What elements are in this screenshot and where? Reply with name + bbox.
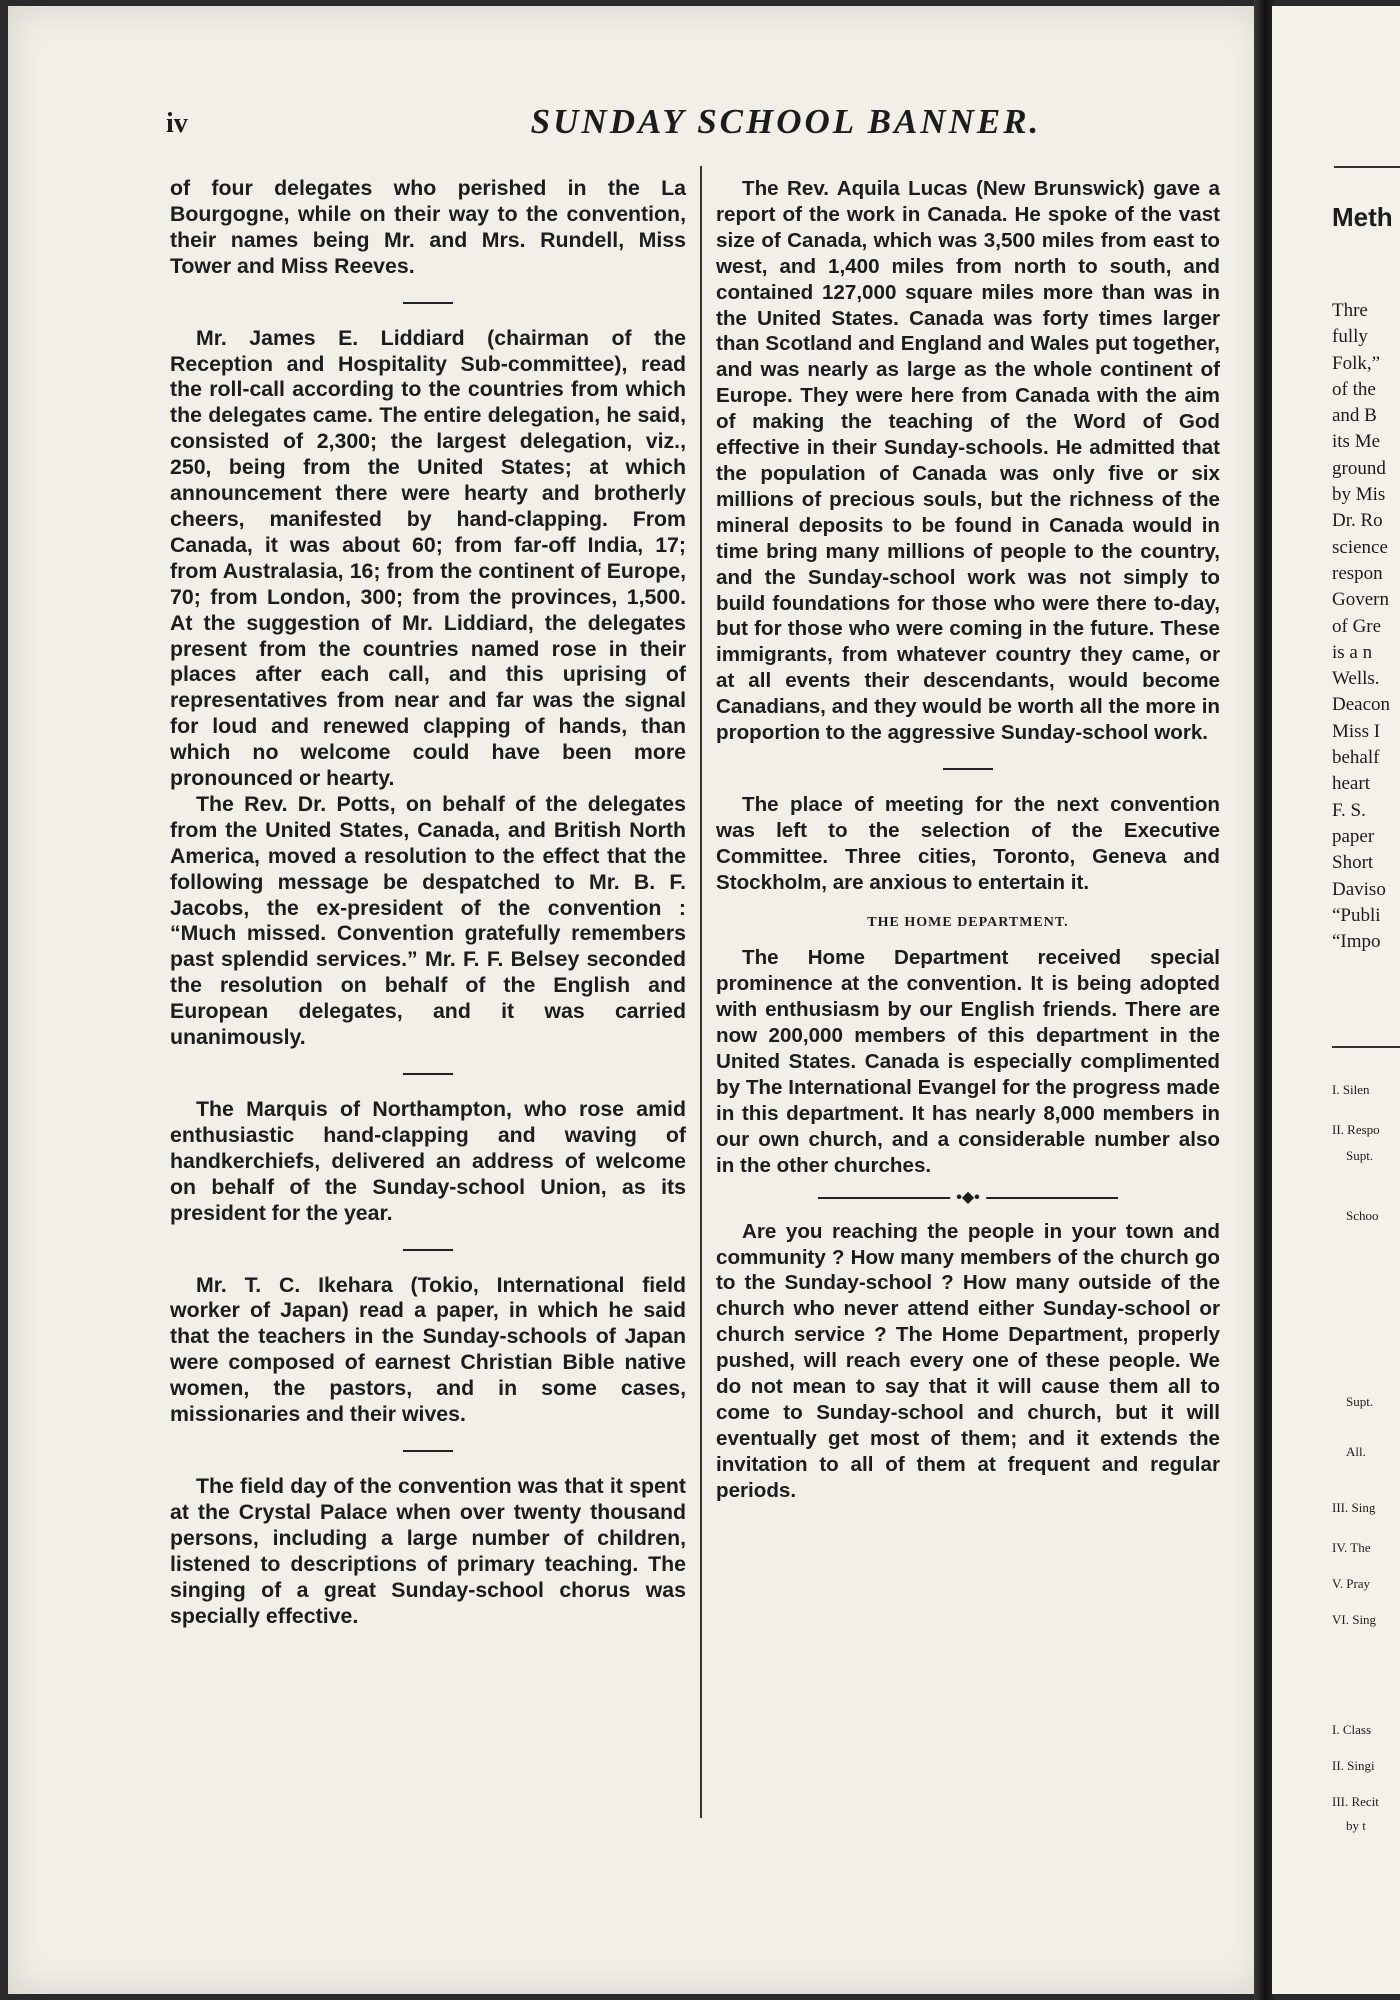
paragraph: Mr. T. C. Ikehara (Tokio, International field worker of Japan) read a paper, in which he said that the teachers in the Sunday-schools of Japan were composed of earnest Christian Bible native women, the pastors, and in some cases, missionaries and their wives. xyxy=(170,1272,686,1427)
adjacent-page-line: fully xyxy=(1332,326,1368,348)
separator-rule xyxy=(403,1249,453,1251)
adjacent-page-line: Folk,” xyxy=(1332,352,1381,374)
adjacent-page-line: Miss I xyxy=(1332,720,1381,742)
adjacent-page-line: paper xyxy=(1332,825,1375,847)
paragraph: The Rev. Aquila Lucas (New Brunswick) gave a report of the work in Canada. He spoke of the vast size of Canada, which was 3,500 miles from east to west, and 1,400 miles from north to south, and contained 127,000 square miles more than was in the United States. Canada was forty times larger than Scotland and England and Wales put together, and was nearly as large as the whole continent of Europe. They were here from Canada with the aim of making the teaching of the Word of God effective in their Sunday-schools. He admitted that the population of Canada was only five or six millions of precious souls, but the richness of the mineral deposits to be found in Canada would in time bring many millions of people to the country, and the Sunday-school work was not simply to build foundations for those who were there to-day, but for those who were coming in the future. These immigrants, from whatever country they came, or at all events their descendants, would become Canadians, and they would be worth all the more in proportion to the aggressive Sunday-school work. xyxy=(716,177,1220,745)
adjacent-page-line: Thre xyxy=(1332,300,1368,321)
adjacent-page-list-item: III. Recit xyxy=(1332,1794,1379,1809)
adjacent-page xyxy=(1272,6,1400,1994)
adjacent-page-list-item: Supt. xyxy=(1346,1148,1374,1163)
adjacent-page-rule xyxy=(1332,1046,1400,1048)
adjacent-page-line: Wells. xyxy=(1332,668,1380,690)
adjacent-page-list-item: I. Class xyxy=(1332,1722,1371,1737)
adjacent-page-line: Daviso xyxy=(1332,878,1386,900)
left-column xyxy=(170,176,686,1629)
paragraph: of four delegates who perished in the La Bourgogne, while on their way to the convention, their names being Mr. and Mrs. Rundell, Miss Tower and Miss Reeves. xyxy=(170,176,686,278)
adjacent-page-list-item: Schoo xyxy=(1346,1208,1379,1223)
ornament-dot-icon: •◆• xyxy=(950,1189,986,1207)
adjacent-page-list-item: IV. The xyxy=(1332,1540,1371,1555)
adjacent-page-list-item: II. Singi xyxy=(1332,1758,1375,1773)
right-column xyxy=(716,176,1220,1504)
paragraph: The Home Department received special prominence at the convention. It is being adopted with enthusiasm by our English friends. There are now 200,000 members of this department in the United States. Canada is especially complimented by The International Evangel for the progress made in this department. It has nearly 8,000 members in our own church, and a considerable number also in the other churches. xyxy=(716,946,1220,1177)
page-title: SUNDAY SCHOOL BANNER. xyxy=(530,102,1042,141)
separator-rule xyxy=(943,768,993,770)
adjacent-page-list-item: III. Sing xyxy=(1332,1500,1376,1515)
paragraph: Mr. James E. Liddiard (chairman of the Reception and Hospitality Sub-committee), read the roll-call according to the countries from which the delegates came. The entire delegation, he said, consisted of 2,300; the largest delegation, viz., 250, being from the United States; at which announcement there were hearty and brotherly cheers, manifested by hand-clapping. From Canada, it was about 60; from far-off India, 17; from Australasia, 16; from the continent of Europe, 70; from London, 300; from the provinces, 1,500. At the suggestion of Mr. Liddiard, the delegates present from the countries named rose in their places after each call, and this uprising of representatives from near and far was the signal for loud and renewed clapping of hands, than which no welcome could have been more pronounced or hearty. xyxy=(170,325,686,791)
adjacent-page-line: Govern xyxy=(1332,589,1389,611)
adjacent-page-line: is a n xyxy=(1332,641,1373,663)
magazine-page xyxy=(8,6,1264,1994)
paragraph: The Marquis of Northampton, who rose amid enthusiastic hand-clapping and waving of handkerchiefs, delivered an address of welcome on behalf of the Sunday-school Union, as its president for the year. xyxy=(170,1097,686,1225)
section-heading: THE HOME DEPARTMENT. xyxy=(867,914,1069,930)
separator-rule xyxy=(403,302,453,304)
adjacent-page-rule xyxy=(1334,166,1400,168)
adjacent-page-line: “Impo xyxy=(1332,931,1381,953)
adjacent-page-line: of Gre xyxy=(1332,615,1382,637)
separator-rule xyxy=(403,1450,453,1452)
adjacent-page-line: ground xyxy=(1332,457,1386,479)
paragraph: Are you reaching the people in your town and community ? How many members of the church go to the Sunday-school ? How many outside of the church who never attend either Sunday-school or church service ? The Home Department, properly pushed, will reach every one of these people. We do not mean to say that it will cause them all to come to Sunday-school and church, but it will eventually get most of them; and it extends the invitation to all of them at frequent and regular periods. xyxy=(716,1219,1220,1502)
adjacent-page-line: F. S. xyxy=(1332,799,1366,821)
adjacent-page-list-item: VI. Sing xyxy=(1332,1612,1377,1627)
adjacent-page-line: behalf xyxy=(1332,747,1380,769)
paragraph: The place of meeting for the next convention was left to the selection of the Executive Committee. Three cities, Toronto, Geneva and Stockholm, are anxious to entertain it. xyxy=(716,792,1220,894)
adjacent-page-text xyxy=(1332,298,1400,955)
paragraph: The Rev. Dr. Potts, on behalf of the delegates from the United States, Canada, and British North America, moved a resolution to the effect that the following message be despatched to Mr. B. F. Jacobs, the ex-president of the convention : “Much missed. Convention gratefully remembers past splendid services.” Mr. F. F. Belsey seconded the resolution on behalf of the English and European delegates, and it was carried unanimously. xyxy=(170,791,686,1050)
adjacent-page-line: “Publi xyxy=(1332,904,1381,926)
adjacent-page-heading: Meth xyxy=(1332,202,1393,232)
separator-rule xyxy=(403,1073,453,1075)
adjacent-page-list-item: II. Respo xyxy=(1332,1122,1380,1137)
adjacent-page-line: respon xyxy=(1332,562,1383,584)
running-head xyxy=(166,102,1226,152)
adjacent-page-line: by Mis xyxy=(1332,484,1386,506)
adjacent-page-list-item: by t xyxy=(1346,1818,1366,1833)
adjacent-page-list-item: Supt. xyxy=(1346,1394,1374,1409)
adjacent-page-line: heart xyxy=(1332,773,1370,795)
adjacent-page-line: and B xyxy=(1332,405,1377,427)
column-divider xyxy=(700,166,702,1818)
adjacent-page-line: science xyxy=(1332,536,1388,558)
adjacent-page-line: its Me xyxy=(1332,431,1381,453)
adjacent-page-list-item: I. Silen xyxy=(1332,1082,1370,1097)
adjacent-page-line: Deacon xyxy=(1332,694,1391,716)
page-number: iv xyxy=(166,108,188,139)
ornament-divider xyxy=(818,1188,1118,1206)
adjacent-page-list-item: All. xyxy=(1346,1444,1366,1459)
adjacent-page-line: Dr. Ro xyxy=(1332,510,1383,532)
adjacent-page-line: of the xyxy=(1332,378,1376,400)
adjacent-page-line: Short xyxy=(1332,852,1374,874)
paragraph: The field day of the convention was that it spent at the Crystal Palace when over twenty thousand persons, including a large number of children, listened to descriptions of primary teaching. The singing of a great Sunday-school chorus was specially effective. xyxy=(170,1473,686,1628)
adjacent-page-list-item: V. Pray xyxy=(1332,1576,1371,1591)
